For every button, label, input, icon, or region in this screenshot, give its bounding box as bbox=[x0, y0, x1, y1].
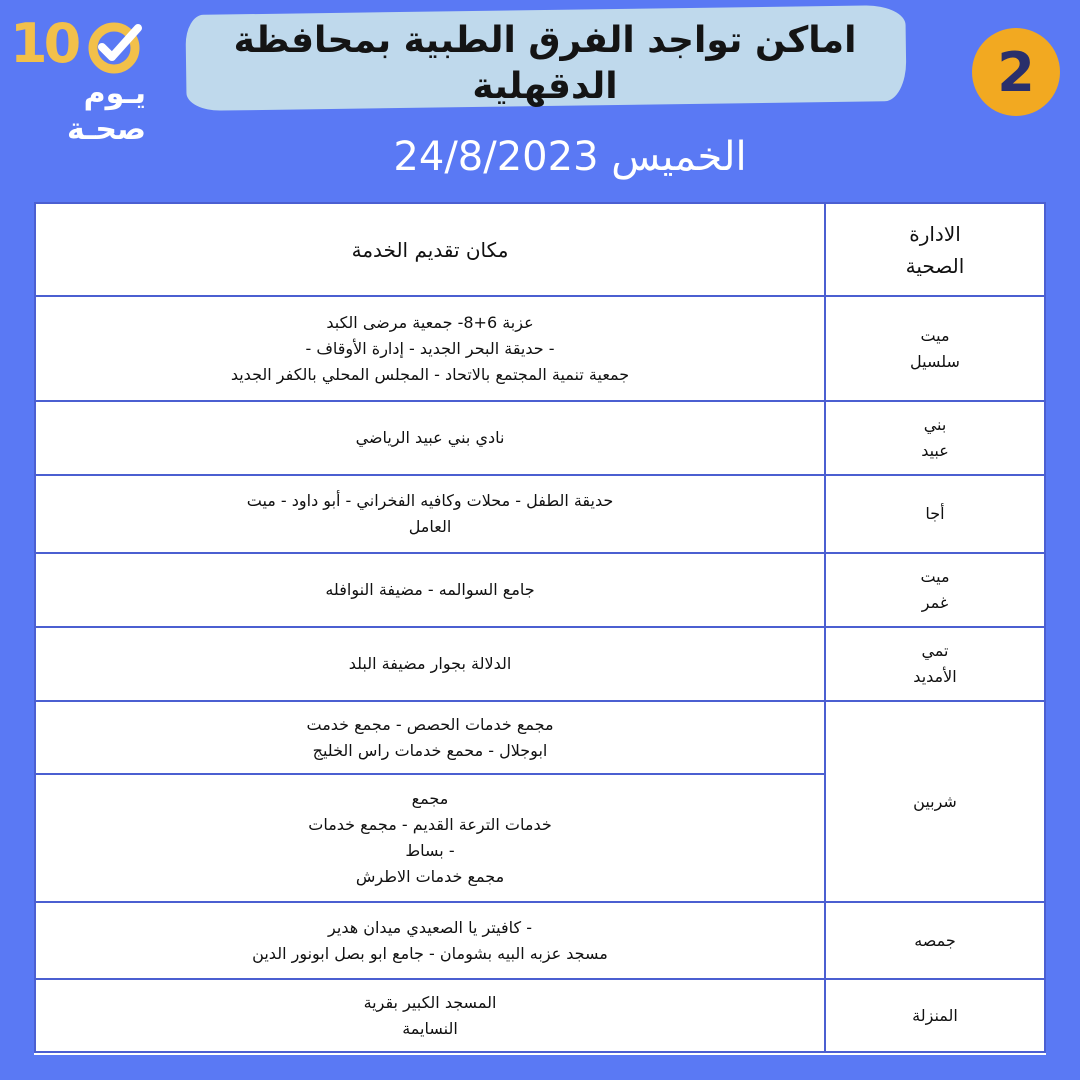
place-cell: مجمع خدمات الحصص - مجمع خدمت ابوجلال - محمع خدمات راس الخليج bbox=[35, 701, 825, 774]
table-row bbox=[35, 627, 1045, 701]
table-row bbox=[35, 553, 1045, 627]
header-dept: الادارة الصحية bbox=[825, 203, 1045, 296]
dept-cell: المنزلة bbox=[825, 979, 1045, 1052]
logo bbox=[10, 14, 150, 149]
locations-table bbox=[34, 202, 1046, 1055]
logo-text-health: صحـة bbox=[66, 112, 146, 147]
dept-cell: بني عبيد bbox=[825, 401, 1045, 475]
place-cell: عزبة 6+8- جمعية مرضى الكبد - حديقة البحر الجديد - إدارة الأوقاف - جمعية تنمية المجتمع بالاتحاد - المجلس المحلي بالكفر الجديد bbox=[35, 296, 825, 401]
page-date: الخميس 24/8/2023 bbox=[393, 134, 747, 180]
dept-cell: شربين bbox=[825, 701, 1045, 902]
dept-cell: تمي الأمديد bbox=[825, 627, 1045, 701]
table-row bbox=[35, 701, 1045, 774]
logo-text-day: يـوم bbox=[83, 76, 146, 111]
place-cell: نادي بني عبيد الرياضي bbox=[35, 401, 825, 475]
table-row bbox=[35, 475, 1045, 553]
table-row bbox=[35, 296, 1045, 401]
page-title: اماكن تواجد الفرق الطبية بمحافظة الدقهلية bbox=[233, 20, 857, 107]
place-cell: - كافيتر يا الصعيدي ميدان هدير مسجد عزبه البيه بشومان - جامع ابو بصل ابونور الدين bbox=[35, 902, 825, 979]
place-cell: جامع السوالمه - مضيفة النوافله bbox=[35, 553, 825, 627]
dept-cell: جمصه bbox=[825, 902, 1045, 979]
logo-number: 10 bbox=[10, 12, 78, 75]
place-cell: المسجد الكبير بقرية النسايمة bbox=[35, 979, 825, 1052]
dept-cell: ميت سلسيل bbox=[825, 296, 1045, 401]
table-row bbox=[35, 979, 1045, 1052]
place-cell: حديقة الطفل - محلات وكافيه الفخراني - أبو داود - ميت العامل bbox=[35, 475, 825, 553]
dept-cell: أجا bbox=[825, 475, 1045, 553]
place-cell: الدلالة بجوار مضيفة البلد bbox=[35, 627, 825, 701]
page-number-badge: 2 bbox=[972, 28, 1060, 116]
table-row bbox=[35, 401, 1045, 475]
dept-cell: ميت غمر bbox=[825, 553, 1045, 627]
check-circle-icon bbox=[86, 22, 142, 74]
place-cell: مجمع خدمات الترعة القديم - مجمع خدمات - بساط مجمع خدمات الاطرش bbox=[35, 774, 825, 902]
table-row bbox=[35, 902, 1045, 979]
header-place: مكان تقديم الخدمة bbox=[35, 203, 825, 296]
